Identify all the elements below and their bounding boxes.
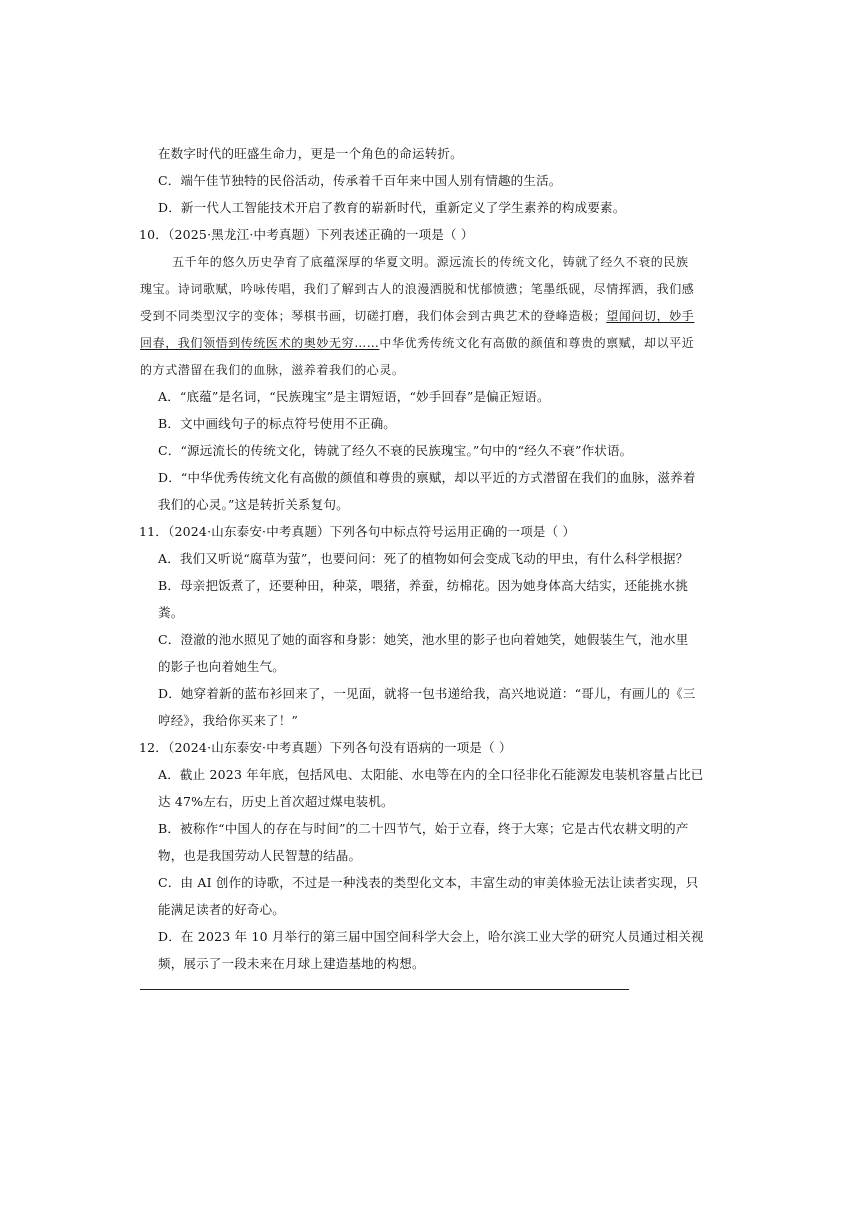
q12-option-b-line-2: 物，也是我国劳动人民智慧的结晶。: [158, 848, 362, 863]
q11-option-a: A．我们又听说“腐草为萤”，也要问问：死了的植物如何会变成飞动的甲虫，有什么科学根据？: [158, 551, 689, 566]
q10-option-d-line-2: 我们的心灵。”这是转折关系复句。: [158, 497, 349, 512]
q11-option-d-line-1: D．她穿着新的蓝布衫回来了，一见面，就将一包书递给我，高兴地说道：“哥儿，有画儿的《三: [158, 686, 696, 701]
option-b-continuation: 在数字时代的旺盛生命力，更是一个角色的命运转折。: [158, 146, 463, 161]
q11-option-b-line-2: 粪。: [158, 605, 184, 620]
question-11-stem: 11．（2024·山东泰安·中考真题）下列各句中标点符号运用正确的一项是（ ）: [139, 524, 576, 539]
q10-option-b: B．文中画线句子的标点符号使用不正确。: [158, 416, 396, 431]
option-d: D．新一代人工智能技术开启了教育的崭新时代，重新定义了学生素养的构成要素。: [158, 200, 626, 215]
question-10-stem: 10．（2025·黑龙江·中考真题）下列表述正确的一项是（ ）: [139, 227, 474, 242]
q12-option-c-line-1: C．由 AI 创作的诗歌，不过是一种浅表的类型化文本，丰富生动的审美体验无法让读者实现，只: [158, 875, 699, 890]
q11-option-c-line-2: 的影子也向着她生气。: [158, 659, 286, 674]
passage-line-2: 瑰宝。诗词歌赋，吟咏传唱，我们了解到古人的浪漫洒脱和忧郁愤懑；笔墨纸砚，尽情挥洒，我们感: [140, 282, 695, 296]
q11-option-b-line-1: B．母亲把饭煮了，还要种田，种菜，喂猪，养蚕，纺棉花。因为她身体高大结实，还能挑水挑: [158, 578, 689, 593]
passage-line-3-text: 受到不同类型汉字的变体；琴棋书画，切磋打磨，我们体会到古典艺术的登峰造极；: [140, 309, 607, 323]
q10-option-d-line-1: D．“中华优秀传统文化有高傲的颜值和尊贵的禀赋，却以平近的方式潜留在我们的血脉，滋养着: [158, 470, 696, 485]
underlined-sentence-part-1: 望闻问切，妙手: [606, 309, 695, 323]
option-c: C．端午佳节独特的民俗活动，传承着千百年来中国人别有情趣的生活。: [158, 173, 562, 188]
q12-option-d-line-1: D．在 2023 年 10 月举行的第三届中国空间科学大会上，哈尔滨工业大学的研究人员通过相关视: [158, 929, 704, 944]
q12-option-b-line-1: B．被称作“中国人的存在与时间”的二十四节气，始于立春，终于大寒；它是古代农耕文明的产: [158, 821, 689, 836]
q11-option-d-line-2: 哼经》，我给你买来了！”: [158, 713, 299, 728]
question-12-stem: 12．（2024·山东泰安·中考真题）下列各句没有语病的一项是（ ）: [139, 740, 512, 755]
q10-option-a: A．“底蕴”是名词，“民族瑰宝”是主谓短语，“妙手回春”是偏正短语。: [158, 389, 550, 404]
q11-option-c-line-1: C．澄澈的池水照见了她的面容和身影：她笑，池水里的影子也向着她笑，她假装生气，池水里: [158, 632, 689, 647]
passage-line-1: 五千年的悠久历史孕育了底蕴深厚的华夏文明。源远流长的传统文化，铸就了经久不衰的民族: [172, 255, 689, 269]
underlined-sentence-part-2: 回春，我们领悟到传统医术的奥妙无穷……: [140, 336, 380, 350]
passage-line-4: [140, 335, 694, 351]
q12-option-a-line-1: A．截止 2023 年年底，包括风电、太阳能、水电等在内的全口径非化石能源发电装机容量占比已: [158, 767, 704, 782]
q12-option-c-line-2: 能满足读者的好奇心。: [158, 902, 286, 917]
q12-option-a-line-2: 达 47%左右，历史上首次超过煤电装机。: [158, 794, 394, 809]
passage-line-5: 的方式潜留在我们的血脉，滋养着我们的心灵。: [140, 363, 405, 377]
passage-line-3: [140, 308, 694, 324]
bottom-divider: [140, 989, 629, 990]
passage-line-4-text: 中华优秀传统文化有高傲的颜值和尊贵的禀赋，却以平近: [379, 336, 695, 350]
q12-option-d-line-2: 频，展示了一段未来在月球上建造基地的构想。: [158, 956, 425, 971]
q10-option-c: C．“源远流长的传统文化，铸就了经久不衰的民族瑰宝。”句中的“经久不衰”作状语。: [158, 443, 633, 458]
